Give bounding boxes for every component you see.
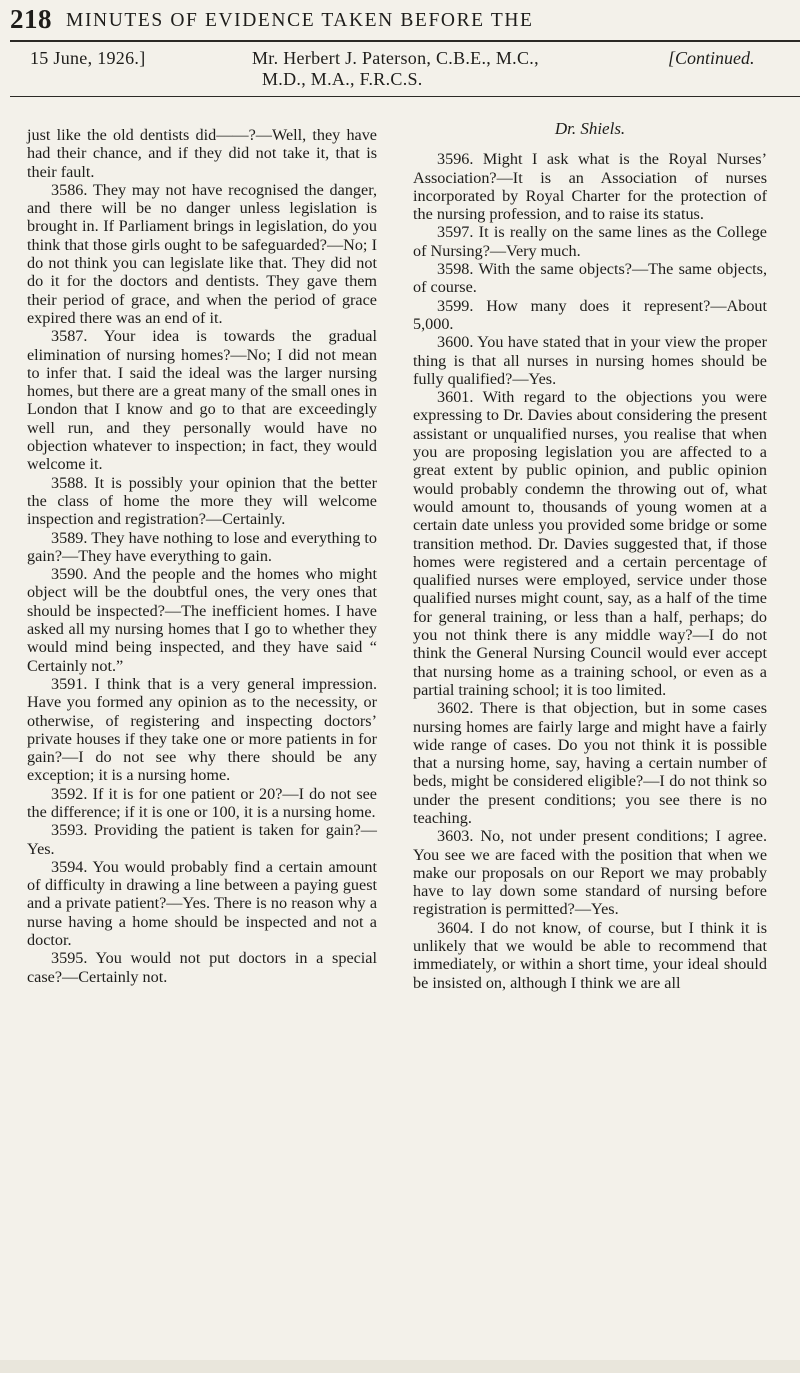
paragraph: 3591. I think that is a very general impression. Have you formed any opinion as to the necessity, or otherwise, of registering and inspecting doctors’ private houses if they take one or more patients in for gain?—I do not see why there should be any exception; it is a nursing home. <box>27 674 377 785</box>
running-head: MINUTES OF EVIDENCE TAKEN BEFORE THE <box>66 10 534 31</box>
paragraph: 3601. With regard to the objections you were expressing to Dr. Davies about considering the present assistant or unqualified nurses, you realise that when you are proposing legislation you are affected to a great extent by public opinion, and public opinion would probably condemn the throwing out of, what would amount to, thousands of young women at a certain date unless you provided some bridge or some transition method. Dr. Davies suggested that, if those homes were registered and a certain percentage of qualified nurses were employed, service under those qualified nurses might count, say, as a half of the time for general training, or less than a half, perhaps; do you not think there is any middle way?—I do not think the General Nursing Council would ever accept that nursing home as a training school, or even as a partial training school; it is too limited. <box>413 388 767 699</box>
paragraph: 3588. It is possibly your opinion that the better the class of home the more they will welcome inspection and registration?—Certainly. <box>27 473 377 529</box>
paragraph: 3590. And the people and the homes who might object will be the doubtful ones, the very ones that should be inspected?—The inefficient homes. I have asked all my nursing homes that I go to whether they would mind being inspected, and they have said “ Certainly not.” <box>27 565 377 675</box>
right-column <box>413 119 767 992</box>
paragraph: 3587. Your idea is towards the gradual elimination of nursing homes?—No; I did not mean to infer that. I said the ideal was the larger nursing homes, but there are a great many of the small ones in London that I know and go to that are exceedingly well run, and they personally would have no objection whatever to inspection; in fact, they would welcome it. <box>27 327 377 474</box>
paragraph: 3597. It is really on the same lines as the College of Nursing?—Very much. <box>413 223 767 260</box>
witness-line-1: Mr. Herbert J. Paterson, C.B.E., M.C., <box>252 48 539 68</box>
paragraph: 3595. You would not put doctors in a special case?—Certainly not. <box>27 949 377 986</box>
left-column <box>27 126 377 986</box>
examiner-heading: Dr. Shiels. <box>554 119 626 138</box>
header-date: 15 June, 1926.] <box>30 48 146 68</box>
paragraph: just like the old dentists did——?—Well, they have had their chance, and if they did not take it, that is their fault. <box>27 126 377 181</box>
header-witness <box>252 48 539 90</box>
paragraph: 3603. No, not under present conditions; I agree. You see we are faced with the position that when we make our proposals on our Report we may probably have to lay down some standard of nursing before registration is permitted?—Yes. <box>413 827 767 919</box>
paragraph: 3602. There is that objection, but in some cases nursing homes are fairly large and might have a fairly wide range of cases. Do you not think it is possible that a nursing home, say, having a certain number of beds, might be considered eligible?—I do not think so under the present conditions; you see there is no teaching. <box>413 699 767 827</box>
paragraph: 3594. You would probably find a certain amount of difficulty in drawing a line between a paying guest and a private patient?—Yes. There is no reason why a nurse having a home should be inspected and not a doctor. <box>27 857 377 950</box>
paragraph: 3598. With the same objects?—The same objects, of course. <box>413 260 767 297</box>
page-bottom-edge <box>0 1360 800 1373</box>
header-rule <box>10 96 800 97</box>
paragraph: 3599. How many does it represent?—About 5,000. <box>413 296 767 333</box>
paragraph: 3596. Might I ask what is the Royal Nurses’ Association?—It is an Association of nurses incorporated by Royal Charter for the protection of the nursing profession, and to raise its status. <box>413 150 767 224</box>
paragraph: 3604. I do not know, of course, but I think it is unlikely that we would be able to recommend that immediately, or within a short time, your ideal should be insisted on, although I think we are all <box>413 918 767 992</box>
top-rule <box>10 40 800 42</box>
paragraph: 3589. They have nothing to lose and everything to gain?—They have everything to gain. <box>27 528 377 565</box>
header-continued: [Continued. <box>668 48 755 68</box>
page-number: 218 <box>10 4 52 34</box>
paragraph: 3592. If it is for one patient or 20?—I do not see the difference; if it is one or 100, it is a nursing home. <box>27 784 377 821</box>
paragraph: 3586. They may not have recognised the danger, and there will be no danger unless legislation is brought in. If Parliament brings in legislation, do you think that those girls ought to be safeguarded?—No; I do not think you can legislate like that. They did not do it for the doctors and dentists. They gave them their period of grace, and when the period of grace expired there was an end of it. <box>27 180 377 327</box>
paragraph: 3600. You have stated that in your view the proper thing is that all nurses in nursing homes should be fully qualified?—Yes. <box>413 333 767 388</box>
paragraph: 3593. Providing the patient is taken for gain?—Yes. <box>27 821 377 858</box>
witness-line-2: M.D., M.A., F.R.C.S. <box>262 69 423 89</box>
